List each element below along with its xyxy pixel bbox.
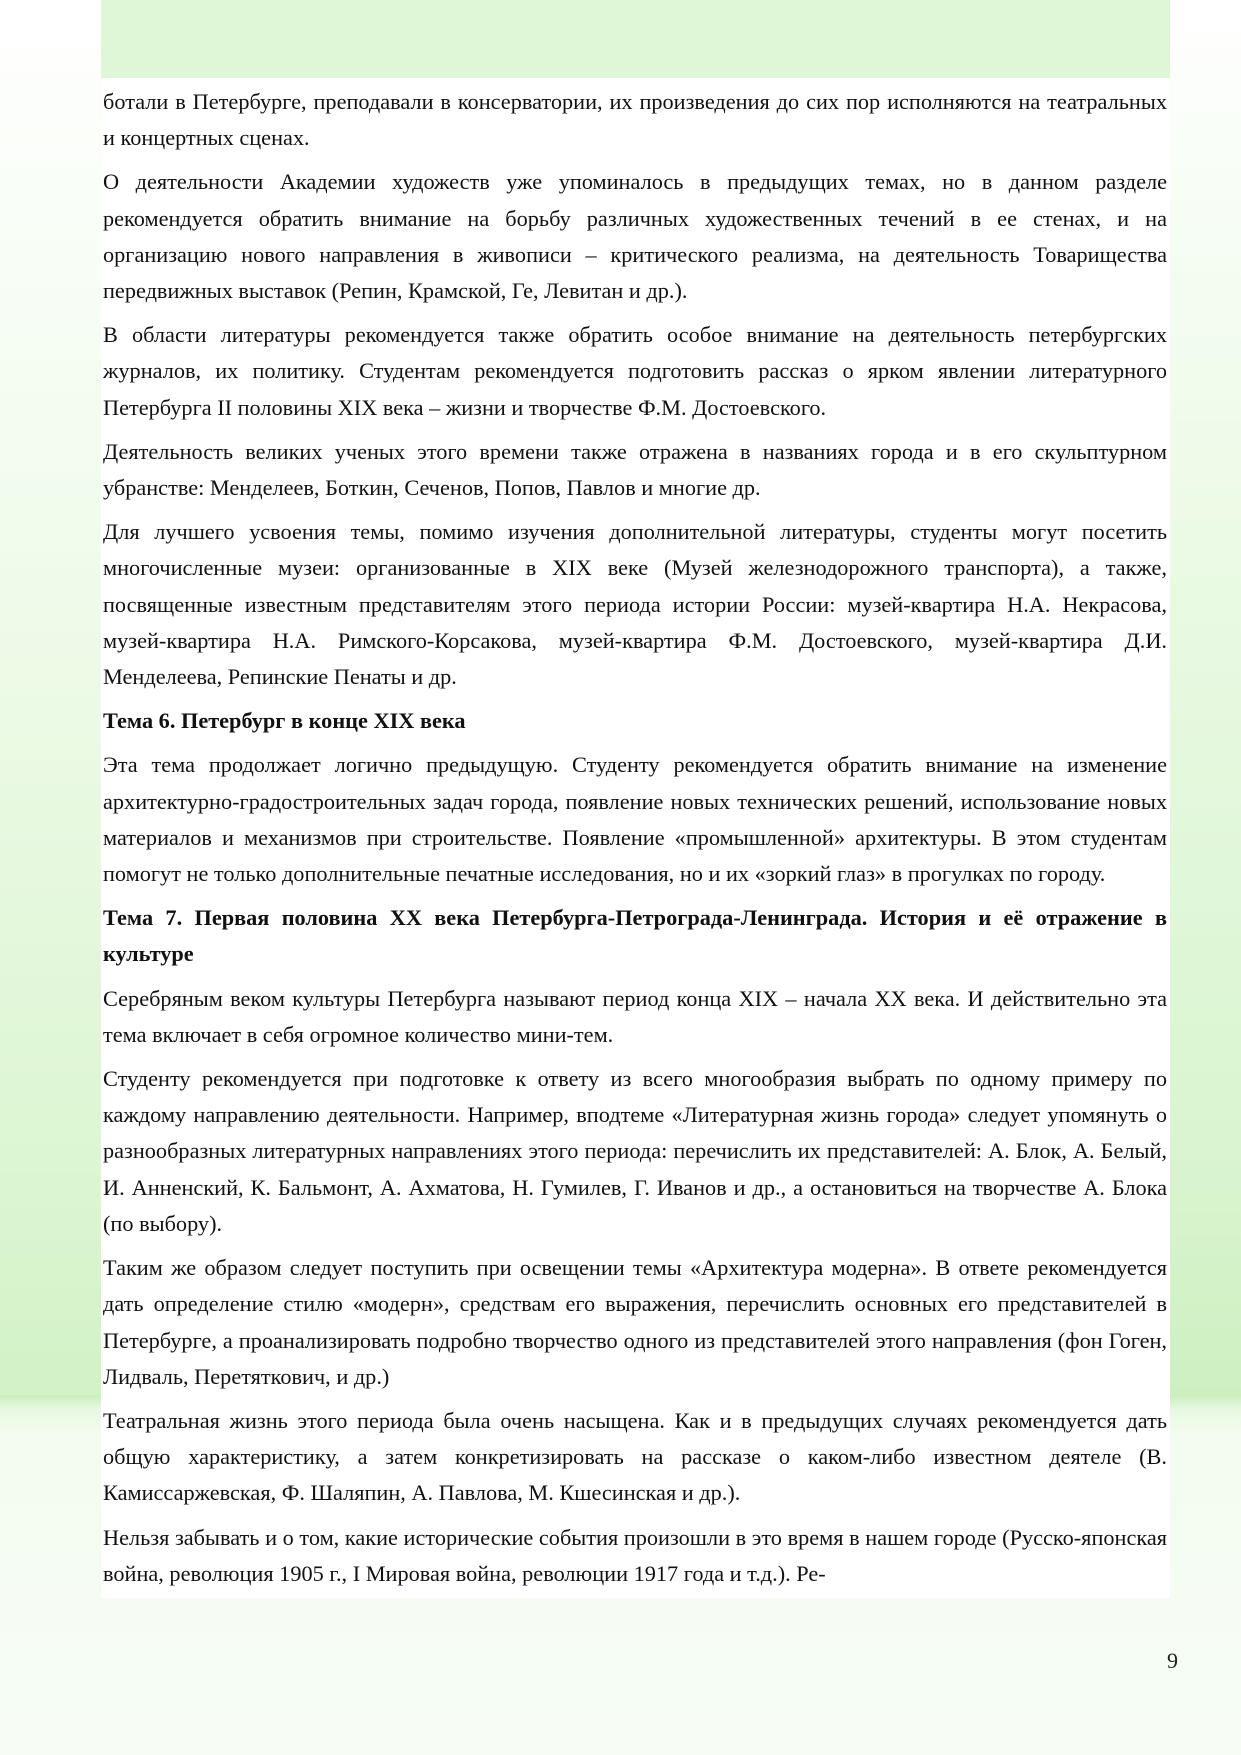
- paragraph-conservatory: ботали в Петербурге, преподавали в консерватории, их произведения до сих пор исполняются на театральных и концертных сценах.: [103, 89, 1167, 151]
- topic-6-paragraph: Эта тема продолжает логично предыдущую. Студенту рекомендуется обратить внимание на изменение архитектурно-градостроительных задач города, появление новых технических решений, использование новых материалов и механизмов при строительстве. Появление «промышленной» архитектуры. В этом студентам помогут не только дополнительные печатные исследования, но и их «зоркий глаз» в прогулках по городу.: [103, 752, 1167, 887]
- paragraph-literary-life: Студенту рекомендуется при подготовке к ответу из всего многообразия выбрать по одному примеру по каждому направлению деятельности. Например, вподтеме «Литературная жизнь города» следует упомянуть о разнообразных литературных направлениях этого периода: перечислить их представителей: А. Блок, А. Белый, И. Анненский, К. Бальмонт, А. Ахматова, Н. Гумилев, Г. Иванов и др., а остановиться на творчестве А. Блока (по выбору).: [103, 1066, 1167, 1236]
- paragraph-museums: Для лучшего усвоения темы, помимо изучения дополнительной литературы, студенты могут посетить многочисленные музеи: организованные в XIX веке (Музей железнодорожного транспорта), а также, посвященные известным представителям этого периода истории России: музей-квартира Н.А. Некрасова, музей-квартира Н.А. Римского-Корсакова, музей-квартира Ф.М. Достоевского, музей-квартира Д.И. Менделеева, Репинские Пенаты и др.: [103, 519, 1167, 690]
- page-number: 9: [1167, 1648, 1178, 1673]
- paragraph-historical-events: Нельзя забывать и о том, какие исторические события произошли в это время в нашем городе (Русско-японская война, революция 1905 г., I Мировая война, революции 1917 года и т.д.). Ре-: [103, 1524, 1167, 1586]
- paragraph-modern-architecture: Таким же образом следует поступить при освещении темы «Архитектура модерна». В ответе рекомендуется дать определение стилю «модерн», средствам его выражения, перечислить основных его представителей в Петербурге, а проанализировать подробно творчество одного из представителей этого направления (фон Гоген, Лидваль, Перетяткович, и др.): [103, 1255, 1167, 1389]
- paragraph-academy-of-arts: О деятельности Академии художеств уже упоминалось в предыдущих темах, но в данном разделе рекомендуется обратить внимание на борьбу различных художественных течений в ее стенах, и на организацию нового направления в живописи – критического реализма, на деятельность Товарищества передвижных выставок (Репин, Крамской, Ге, Левитан и др.).: [103, 169, 1167, 304]
- paragraph-scientists: Деятельность великих ученых этого времени также отражена в названиях города и в его скульптурном убранстве: Менделеев, Боткин, Сеченов, Попов, Павлов и многие др.: [103, 438, 1167, 501]
- right-margin-decoration: [1170, 0, 1241, 1395]
- paragraph-theatre: Театральная жизнь этого периода была очень насыщена. Как и в предыдущих случаях рекомендуется дать общую характеристику, а затем конкретизировать на рассказе о каком-либо известном деятеле (В. Камиссаржевская, Ф. Шаляпин, А. Павлова, М. Кшесинская и др.).: [103, 1407, 1167, 1506]
- left-margin-decoration: [0, 0, 101, 1395]
- paragraph-literature: В области литературы рекомендуется также обратить особое внимание на деятельность петербургских журналов, их политику. Студентам рекомендуется подготовить рассказ о ярком явлении литературного Петербурга II половины XIX века – жизни и творчестве Ф.М. Достоевского.: [103, 322, 1167, 420]
- document-body: [103, 84, 1167, 1600]
- topic-7-heading: Тема 7. Первая половина XX века Петербурга-Петрограда-Ленинграда. История и её отражение в культуре: [103, 905, 1167, 967]
- paragraph-silver-age: Серебряным веком культуры Петербурга называют период конца XIX – начала XX века. И действительно эта тема включает в себя огромное количество мини-тем.: [103, 985, 1167, 1047]
- topic-6-heading: Тема 6. Петербург в конце XIX века: [103, 708, 466, 734]
